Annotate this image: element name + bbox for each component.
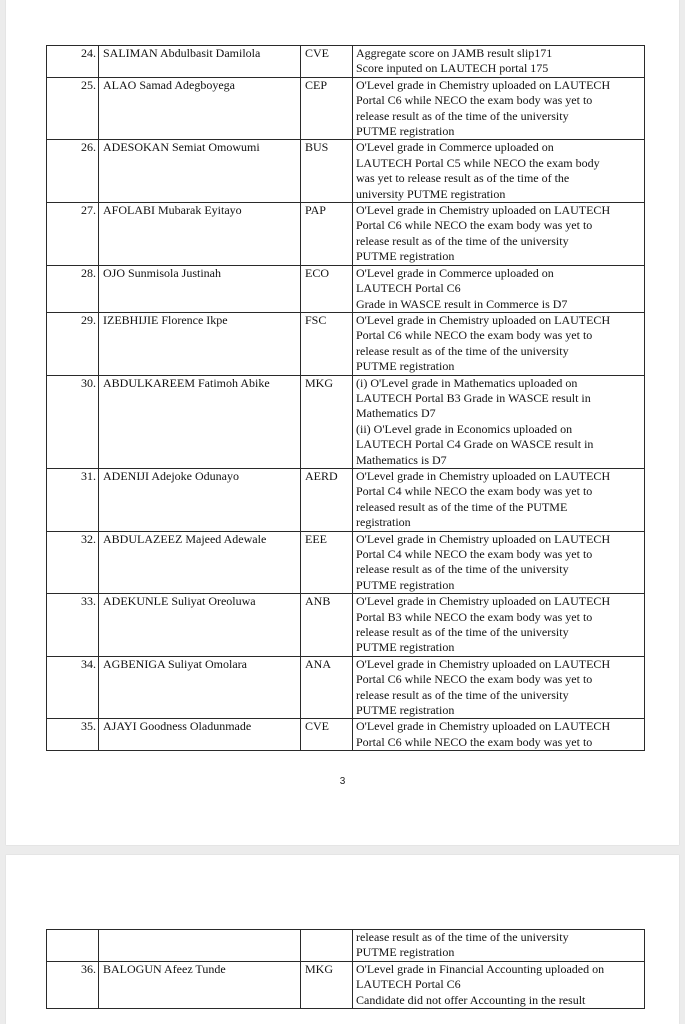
department-code-cell: MKG: [301, 375, 353, 468]
remark-line: O'Level grade in Chemistry uploaded on LAUTECH: [356, 203, 611, 218]
table-row: [47, 656, 645, 719]
remark-line: Portal C6 while NECO the exam body was yet to: [356, 734, 593, 749]
department-code-cell: ECO: [301, 265, 353, 312]
remark-line: O'Level grade in Chemistry uploaded on LAUTECH: [356, 312, 611, 327]
remark-line: university PUTME registration: [356, 186, 506, 201]
remark-line: registration: [356, 515, 411, 530]
remark-line: Score inputed on LAUTECH portal 175: [356, 61, 549, 76]
table-row: [47, 140, 645, 203]
table-row: [47, 531, 645, 594]
remark-line: Grade in WASCE result in Commerce is D7: [356, 296, 568, 311]
candidate-name-cell: AFOLABI Mubarak Eyitayo: [99, 203, 301, 266]
remark-line: O'Level grade in Financial Accounting uploaded on: [356, 961, 605, 976]
remark-cell: [353, 140, 645, 203]
table-row: [47, 719, 645, 751]
remark-cell: [353, 719, 645, 751]
remark-line: release result as of the time of the university: [356, 108, 569, 123]
remark-line: Portal C6 while NECO the exam body was yet to: [356, 328, 593, 343]
remark-line: PUTME registration: [356, 249, 455, 264]
remark-cell: [353, 203, 645, 266]
remark-line: PUTME registration: [356, 640, 455, 655]
department-code-cell: AERD: [301, 468, 353, 531]
table-row: [47, 203, 645, 266]
serial-number-cell: 25.: [47, 77, 99, 140]
remark-cell: [353, 930, 645, 962]
remark-line: release result as of the time of the university: [356, 343, 569, 358]
table-row: [47, 930, 645, 962]
serial-number-cell: 34.: [47, 656, 99, 719]
remark-line: LAUTECH Portal C6: [356, 281, 461, 296]
department-code-cell: CEP: [301, 77, 353, 140]
table-row: [47, 468, 645, 531]
remark-line: release result as of the time of the university: [356, 687, 569, 702]
table-row: [47, 265, 645, 312]
candidates-table: [46, 45, 645, 751]
remark-line: O'Level grade in Chemistry uploaded on LAUTECH: [356, 719, 611, 734]
remark-cell: [353, 656, 645, 719]
serial-number-cell: 29.: [47, 312, 99, 375]
department-code-cell: MKG: [301, 961, 353, 1008]
serial-number-cell: 31.: [47, 468, 99, 531]
remark-line: O'Level grade in Chemistry uploaded on LAUTECH: [356, 594, 611, 609]
remark-cell: [353, 594, 645, 657]
remark-line: was yet to release result as of the time of the: [356, 171, 570, 186]
remark-cell: [353, 531, 645, 594]
remark-cell: [353, 468, 645, 531]
remark-line: release result as of the time of the university: [356, 233, 569, 248]
remark-cell: [353, 312, 645, 375]
candidate-name-cell: AGBENIGA Suliyat Omolara: [99, 656, 301, 719]
remark-line: release result as of the time of the university: [356, 625, 569, 640]
candidate-name-cell: BALOGUN Afeez Tunde: [99, 961, 301, 1008]
department-code-cell: ANA: [301, 656, 353, 719]
remark-line: Mathematics is D7: [356, 452, 447, 467]
department-code-cell: FSC: [301, 312, 353, 375]
department-code-cell: CVE: [301, 46, 353, 78]
serial-number-cell: 33.: [47, 594, 99, 657]
table-row: [47, 312, 645, 375]
candidate-name-cell: ABDULAZEEZ Majeed Adewale: [99, 531, 301, 594]
department-code-cell: EEE: [301, 531, 353, 594]
remark-line: Portal C6 while NECO the exam body was yet to: [356, 672, 593, 687]
remark-cell: [353, 46, 645, 78]
table-row: [47, 46, 645, 78]
remark-line: Mathematics D7: [356, 406, 436, 421]
candidate-name-cell: ABDULKAREEM Fatimoh Abike: [99, 375, 301, 468]
remark-line: Portal C6 while NECO the exam body was yet to: [356, 93, 593, 108]
table-row: [47, 375, 645, 468]
remark-cell: [353, 77, 645, 140]
remark-line: PUTME registration: [356, 124, 455, 139]
remark-line: PUTME registration: [356, 945, 455, 960]
remark-line: release result as of the time of the university: [356, 930, 569, 944]
remark-line: O'Level grade in Commerce uploaded on: [356, 140, 554, 155]
document-page-3: [6, 0, 679, 845]
serial-number-cell: 24.: [47, 46, 99, 78]
candidate-name-cell: [99, 930, 301, 962]
table-row: [47, 77, 645, 140]
table-row: [47, 961, 645, 1008]
serial-number-cell: 26.: [47, 140, 99, 203]
remark-line: Candidate did not offer Accounting in the result: [356, 992, 586, 1007]
remark-line: Aggregate score on JAMB result slip171: [356, 46, 553, 60]
remark-line: Portal C6 while NECO the exam body was yet to: [356, 218, 593, 233]
remark-cell: [353, 375, 645, 468]
serial-number-cell: 32.: [47, 531, 99, 594]
remark-cell: [353, 265, 645, 312]
serial-number-cell: 35.: [47, 719, 99, 751]
remark-line: PUTME registration: [356, 577, 455, 592]
remark-line: O'Level grade in Chemistry uploaded on LAUTECH: [356, 656, 611, 671]
remark-line: (ii) O'Level grade in Economics uploaded on: [356, 421, 573, 436]
candidates-table-continued: [46, 929, 645, 1009]
remark-line: LAUTECH Portal C4 Grade on WASCE result in: [356, 437, 594, 452]
remark-line: LAUTECH Portal B3 Grade in WASCE result in: [356, 390, 591, 405]
candidate-name-cell: ADESOKAN Semiat Omowumi: [99, 140, 301, 203]
table-row: [47, 594, 645, 657]
remark-line: (i) O'Level grade in Mathematics uploaded on: [356, 375, 578, 390]
remark-line: Portal B3 while NECO the exam body was yet to: [356, 609, 593, 624]
department-code-cell: BUS: [301, 140, 353, 203]
remark-line: Portal C4 while NECO the exam body was yet to: [356, 547, 593, 561]
department-code-cell: CVE: [301, 719, 353, 751]
remark-cell: [353, 961, 645, 1008]
serial-number-cell: [47, 930, 99, 962]
department-code-cell: [301, 930, 353, 962]
remark-line: LAUTECH Portal C6: [356, 977, 461, 992]
remark-line: O'Level grade in Chemistry uploaded on LAUTECH: [356, 468, 611, 483]
document-page-4: [6, 855, 679, 1024]
remark-line: PUTME registration: [356, 703, 455, 718]
remark-line: LAUTECH Portal C5 while NECO the exam body: [356, 155, 600, 170]
serial-number-cell: 28.: [47, 265, 99, 312]
remark-line: O'Level grade in Chemistry uploaded on LAUTECH: [356, 531, 611, 546]
remark-line: Portal C4 while NECO the exam body was yet to: [356, 484, 593, 499]
department-code-cell: PAP: [301, 203, 353, 266]
candidate-name-cell: ALAO Samad Adegboyega: [99, 77, 301, 140]
page-number: 3: [339, 776, 346, 787]
remark-line: released result as of the time of the PUTME: [356, 499, 568, 514]
remark-line: release result as of the time of the university: [356, 562, 569, 577]
remark-line: O'Level grade in Commerce uploaded on: [356, 265, 554, 280]
candidate-name-cell: IZEBHIJIE Florence Ikpe: [99, 312, 301, 375]
remark-line: PUTME registration: [356, 359, 455, 374]
serial-number-cell: 30.: [47, 375, 99, 468]
candidate-name-cell: SALIMAN Abdulbasit Damilola: [99, 46, 301, 78]
candidate-name-cell: ADEKUNLE Suliyat Oreoluwa: [99, 594, 301, 657]
serial-number-cell: 36.: [47, 961, 99, 1008]
candidate-name-cell: ADENIJI Adejoke Odunayo: [99, 468, 301, 531]
candidate-name-cell: AJAYI Goodness Oladunmade: [99, 719, 301, 751]
department-code-cell: ANB: [301, 594, 353, 657]
serial-number-cell: 27.: [47, 203, 99, 266]
candidate-name-cell: OJO Sunmisola Justinah: [99, 265, 301, 312]
remark-line: O'Level grade in Chemistry uploaded on LAUTECH: [356, 77, 611, 92]
